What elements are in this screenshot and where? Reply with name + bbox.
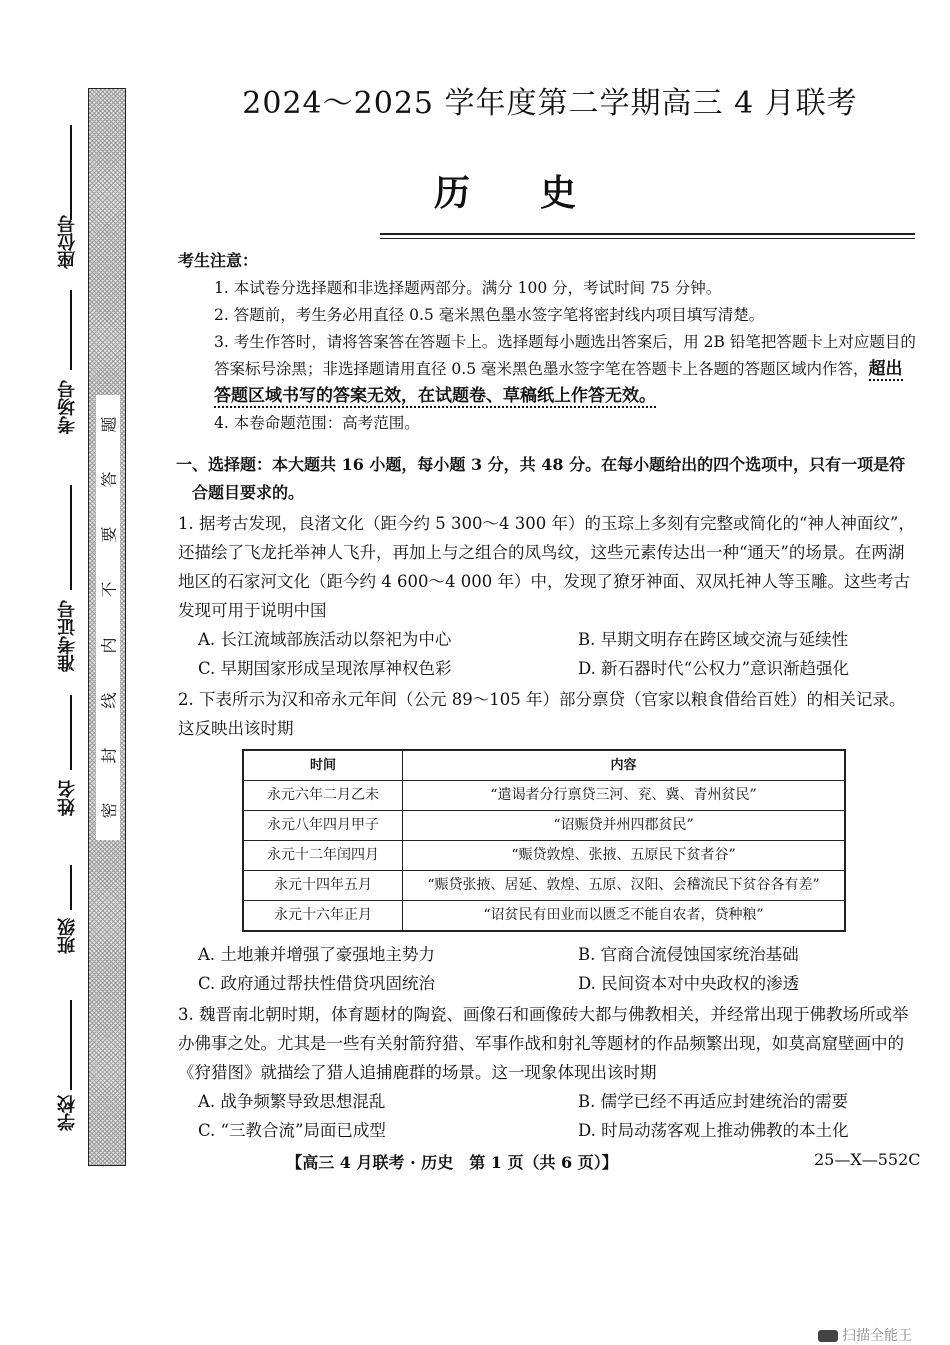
subject-title: 历史 — [433, 172, 646, 214]
exam-body — [178, 248, 918, 1145]
table-header: 时间 — [243, 750, 403, 781]
option-c: C. “三教合流”局面已成型 — [198, 1121, 386, 1140]
school-label: 学校 — [57, 1095, 78, 1131]
seal-char: 题 — [99, 416, 119, 433]
seat-label: 座位号 — [57, 215, 78, 269]
seal-char: 不 — [99, 581, 119, 598]
table-cell: “诏贫民有田业而以匮乏不能自农者，贷种粮” — [403, 901, 846, 932]
notice-list — [178, 275, 918, 437]
seal-char: 线 — [99, 692, 119, 709]
header-rule-thin — [380, 238, 915, 239]
seal-text — [96, 395, 120, 840]
footer-page-info: 【高三 4 月联考 · 历史 第 1 页（共 6 页）】 — [286, 1153, 618, 1172]
seal-char: 内 — [99, 637, 119, 654]
table-cell: “赈贷张掖、居延、敦煌、五原、汉阳、会稽流民下贫谷各有差” — [403, 871, 846, 901]
school-line — [70, 1000, 72, 1090]
name-label: 姓名 — [57, 780, 78, 816]
option-d: D. 时局动荡客观上推动佛教的本土化 — [578, 1121, 849, 1140]
table-header: 内容 — [403, 750, 846, 781]
notice-emphasis: 超出答题区域书写的答案无效，在试题卷、草稿纸上作答无效。 — [214, 359, 903, 406]
records-table — [242, 749, 846, 932]
table-cell: “赈贷敦煌、张掖、五原民下贫者谷” — [403, 841, 846, 871]
room-label: 考场号 — [57, 380, 78, 434]
options — [198, 1087, 918, 1145]
notice-item: 4. 本卷命题范围：高考范围。 — [214, 414, 420, 432]
class-line — [70, 865, 72, 910]
class-label: 班级 — [57, 918, 78, 954]
table-row — [243, 811, 845, 841]
question-stem: 1. 据考古发现，良渚文化（距今约 5 300～4 300 年）的玉琮上多刻有完整或简化的“神人神面纹”，还描绘了飞龙托举神人飞升，再加上与之组合的凤鸟纹，这些元素传达出一种“通天”的场景。在两湖地区的石家河文化（距今约 4 600～4 000 年）中，发现了獠牙神面、双凤托神人等玉雕。这些考古发现可用于说明中国 — [178, 514, 915, 620]
table-cell: 永元十六年正月 — [243, 901, 403, 932]
exam-title: 2024～2025 学年度第二学期高三 4 月联考 — [242, 86, 858, 121]
scanner-logo-icon — [818, 1330, 838, 1342]
seal-char: 封 — [99, 747, 119, 764]
section-heading: 一、选择题：本大题共 16 小题，每小题 3 分，共 48 分。在每小题给出的四个选项中，只有一项是符合题目要求的。 — [176, 455, 906, 502]
option-c: C. 政府通过帮扶性借贷巩固统治 — [198, 974, 436, 993]
table-cell: 永元十二年闰四月 — [243, 841, 403, 871]
option-d: D. 民间资本对中央政权的渗透 — [578, 974, 800, 993]
notice-title: 考生注意： — [178, 251, 259, 270]
table-cell: 永元八年四月甲子 — [243, 811, 403, 841]
option-a: A. 战争频繁导致思想混乱 — [198, 1092, 386, 1111]
table-row — [243, 871, 845, 901]
question-stem: 3. 魏晋南北朝时期，体育题材的陶瓷、画像石和画像砖大都与佛教相关，并经常出现于佛教场所或举办佛事之处。尤其是一些有关射箭狩猎、军事作战和射礼等题材的作品频繁出现，如莫高窟壁画中的《狩猎图》就描绘了猎人追捕鹿群的场景。这一现象体现出该时期 — [178, 1005, 909, 1082]
scanner-watermark — [818, 1325, 912, 1345]
notice-item: 2. 答题前，考生务必用直径 0.5 毫米黑色墨水签字笔将密封线内项目填写清楚。 — [214, 306, 765, 324]
option-c: C. 早期国家形成呈现浓厚神权色彩 — [198, 659, 452, 678]
option-a: A. 长江流域部族活动以祭祀为中心 — [198, 630, 452, 649]
question-3 — [178, 1000, 918, 1145]
options — [198, 940, 918, 998]
seal-char: 要 — [99, 526, 119, 543]
option-b: B. 官商合流侵蚀国家统治基础 — [578, 945, 799, 964]
table-header-row — [243, 750, 845, 781]
watermark-text: 扫描全能王 — [842, 1328, 912, 1344]
notice-item-text: 3. 考生作答时，请将答案答在答题卡上。选择题每小题选出答案后，用 2B 铅笔把答题卡上对应题目的答案标号涂黑；非选择题请用直径 0.5 毫米黑色墨水签字笔在答题卡上各题的答题区域内作答， — [214, 333, 916, 378]
table-row — [243, 781, 845, 811]
question-2 — [178, 685, 918, 998]
question-1 — [178, 509, 918, 683]
table-row — [243, 841, 845, 871]
name-line — [70, 695, 72, 770]
table-cell: “遣谒者分行禀贷三河、兖、冀、青州贫民” — [403, 781, 846, 811]
options — [198, 625, 918, 683]
table-cell: 永元十四年五月 — [243, 871, 403, 901]
notice-item — [194, 329, 918, 410]
seal-char: 密 — [99, 802, 119, 819]
ticket-label: 准考证号 — [57, 600, 78, 672]
question-stem: 2. 下表所示为汉和帝永元年间（公元 89～105 年）部分禀贷（官家以粮食借给百姓）的相关记录。这反映出该时期 — [178, 690, 906, 738]
notice-item: 1. 本试卷分选择题和非选择题两部分。满分 100 分，考试时间 75 分钟。 — [214, 279, 722, 297]
room-line — [70, 290, 72, 370]
option-a: A. 土地兼并增强了豪强地主势力 — [198, 945, 435, 964]
ticket-line — [70, 485, 72, 590]
table-row — [243, 901, 845, 932]
option-b: B. 儒学已经不再适应封建统治的需要 — [578, 1092, 849, 1111]
table-cell: 永元六年二月乙未 — [243, 781, 403, 811]
footer-code: 25—X—552C — [814, 1150, 921, 1169]
option-d: D. 新石器时代“公权力”意识渐趋强化 — [578, 659, 850, 678]
option-b: B. 早期文明存在跨区域交流与延续性 — [578, 630, 849, 649]
seal-char: 答 — [99, 471, 119, 488]
header-rule — [380, 233, 915, 235]
table-cell: “诏赈贷并州四郡贫民” — [403, 811, 846, 841]
